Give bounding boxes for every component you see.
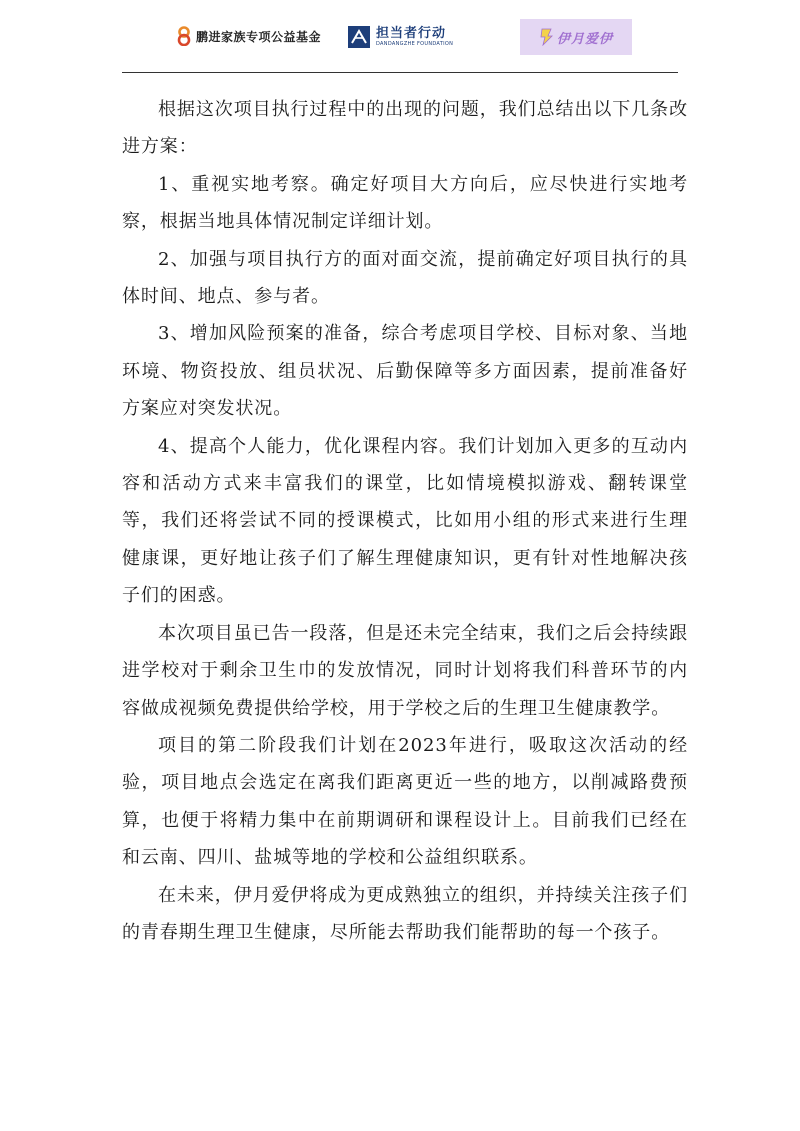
yiyue-aiyi-logo-text: 伊月爱伊 <box>556 31 613 47</box>
page-header <box>0 0 800 72</box>
dandangzhe-logo-text: 担当者行动 <box>376 25 447 41</box>
paragraph-item-3: 3、增加风险预案的准备，综合考虑项目学校、目标对象、当地环境、物资投放、组员状况、后勤保障等多方面因素，提前准备好方案应对突发状况。 <box>122 323 688 420</box>
paragraph-phase-two: 项目的第二阶段我们计划在2023年进行，吸取这次活动的经验，项目地点会选定在离我们距离更近一些的地方，以削减路费预算，也便于将精力集中在前期调研和课程设计上。目前我们已经在和云南、四川、盐城等地的学校和公益组织联系。 <box>122 734 688 869</box>
document-body <box>122 91 688 951</box>
paragraph-future: 在未来，伊月爱伊将成为更成熟独立的组织，并持续关注孩子们的青春期生理卫生健康，尽所能去帮助我们能帮助的每一个孩子。 <box>122 884 688 943</box>
dandangzhe-logo-icon <box>348 26 370 48</box>
yiyue-aiyi-logo-icon <box>539 28 553 46</box>
paragraph-intro: 根据这次项目执行过程中的出现的问题，我们总结出以下几条改进方案： <box>122 99 688 158</box>
paragraph-followup: 本次项目虽已告一段落，但是还未完全结束，我们之后会持续跟进学校对于剩余卫生巾的发放情况，同时计划将我们科普环节的内容做成视频免费提供给学校，用于学校之后的生理卫生健康教学。 <box>122 622 688 719</box>
paragraph-item-4: 4、提高个人能力，优化课程内容。我们计划加入更多的互动内容和活动方式来丰富我们的课堂，比如情境模拟游戏、翻转课堂等，我们还将尝试不同的授课模式，比如用小组的形式来进行生理健康课，更好地让孩子们了解生理健康知识，更有针对性地解决孩子们的困惑。 <box>122 435 688 607</box>
paragraph-item-1: 1、重视实地考察。确定好项目大方向后，应尽快进行实地考察，根据当地具体情况制定详细计划。 <box>122 173 688 233</box>
pengjin-logo-text: 鹏进家族专项公益基金 <box>196 29 322 44</box>
pengjin-logo-icon <box>176 26 192 46</box>
paragraph-item-2: 2、加强与项目执行方的面对面交流，提前确定好项目执行的具体时间、地点、参与者。 <box>122 248 688 308</box>
pengjin-foundation-logo <box>176 26 321 46</box>
header-divider <box>122 72 678 73</box>
dandangzhe-logo-subtext: DANDANGZHE FOUNDATION <box>376 40 454 47</box>
yiyue-aiyi-logo <box>520 19 632 55</box>
dandangzhe-logo <box>348 26 453 48</box>
